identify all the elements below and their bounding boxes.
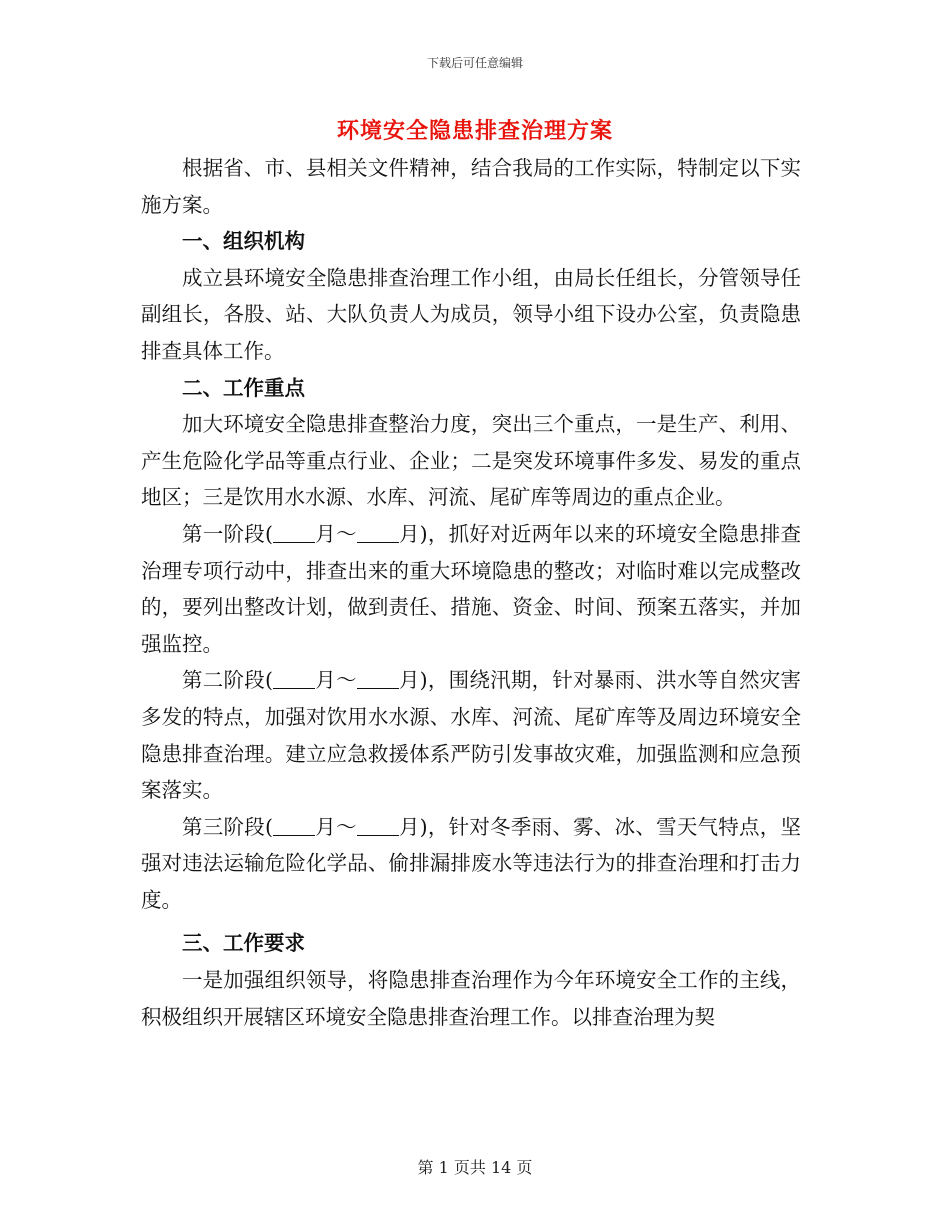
phase1-month2: 月): [398, 521, 428, 546]
phase2-label: 第二阶段(: [182, 668, 273, 693]
phase2-month1: 月～: [314, 668, 357, 693]
section1-heading: 一、组织机构: [182, 229, 305, 254]
phase2-paragraph: [141, 662, 801, 808]
phase1-start-blank: [273, 522, 315, 543]
phase3-end-blank: [357, 815, 399, 836]
phase1-paragraph: [141, 516, 801, 662]
section1-paragraph: 成立县环境安全隐患排查治理工作小组，由局长任组长，分管领导任副组长，各股、站、大队负责人为成员，领导小组下设办公室，负责隐患排查具体工作。: [141, 265, 801, 363]
section3-paragraph: 一是加强组织领导，将隐患排查治理作为今年环境安全工作的主线，积极组织开展辖区环境安全隐患排查治理工作。以排查治理为契: [141, 968, 801, 1029]
section3-heading: 三、工作要求: [182, 931, 305, 956]
phase3-month1: 月～: [314, 814, 357, 839]
phase1-text: ，抓好对近两年以来的环境安全隐患排查治理专项行动中，排查出来的重大环境隐患的整改；对临时难以完成整改的，要列出整改计划，做到责任、措施、资金、时间、预案五落实，并加强监控。: [141, 521, 802, 656]
phase3-start-blank: [273, 815, 315, 836]
phase3-text: ，针对冬季雨、雾、冰、雪天气特点，坚强对违法运输危险化学品、偷排漏排废水等违法行为的排查治理和打击力度。: [141, 814, 802, 912]
header-note: 下载后可任意编辑: [426, 56, 523, 70]
section-gap: [141, 918, 801, 925]
phase2-end-blank: [357, 668, 399, 689]
intro-paragraph: 根据省、市、县相关文件精神，结合我局的工作实际，特制定以下实施方案。: [141, 156, 801, 217]
phase3-month2: 月): [398, 814, 428, 839]
document-body: [141, 150, 801, 1035]
phase1-month1: 月～: [314, 521, 357, 546]
phase2-start-blank: [273, 668, 315, 689]
page-footer: 第 1 页共 14 页: [417, 1158, 533, 1177]
phase1-end-blank: [357, 522, 399, 543]
phase1-label: 第一阶段(: [182, 521, 273, 546]
phase2-month2: 月): [398, 668, 428, 693]
phase2-text: ，围绕汛期，针对暴雨、洪水等自然灾害多发的特点，加强对饮用水水源、水库、河流、尾矿库等及周边环境安全隐患排查治理。建立应急救援体系严防引发事故灾难，加强监测和应急预案落实。: [141, 668, 802, 803]
section2-heading: 二、工作重点: [182, 375, 305, 400]
section2-paragraph: 加大环境安全隐患排查整治力度，突出三个重点，一是生产、利用、产生危险化学品等重点行业、企业；二是突发环境事件多发、易发的重点地区；三是饮用水水源、水库、河流、尾矿库等周边的重点企业。: [141, 412, 801, 510]
document-title: 环境安全隐患排查治理方案: [336, 118, 613, 144]
phase3-paragraph: [141, 809, 801, 919]
phase3-label: 第三阶段(: [182, 814, 273, 839]
